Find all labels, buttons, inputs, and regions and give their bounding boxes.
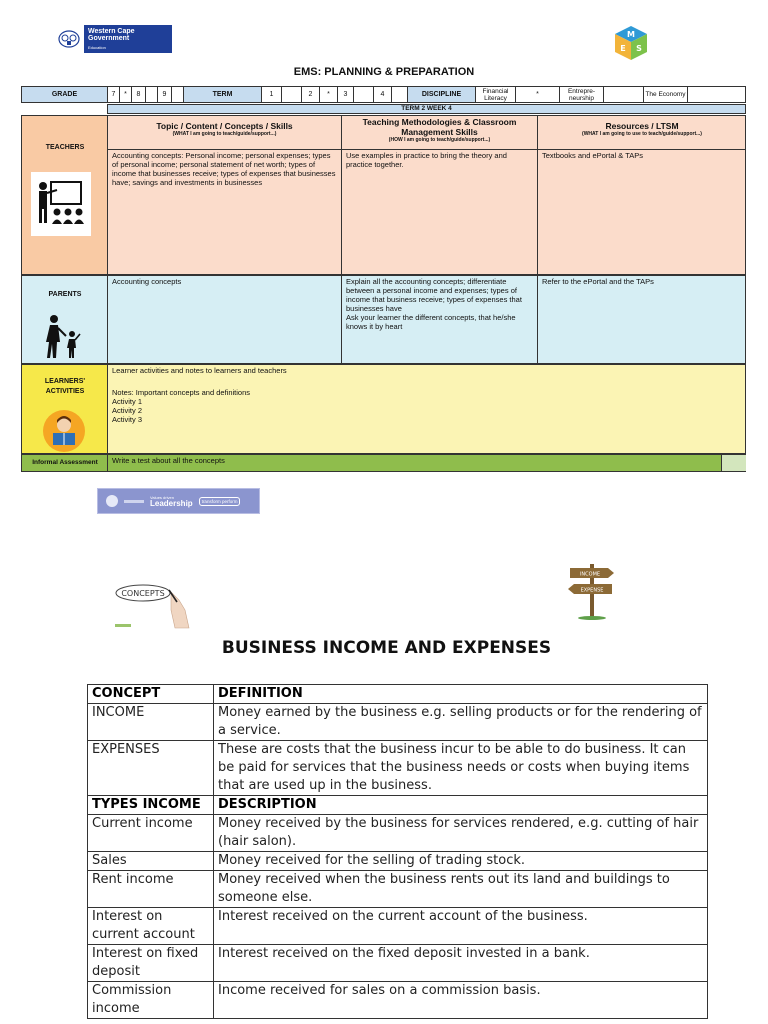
term-week-bar: TERM 2 WEEK 4 (107, 104, 746, 114)
term-1: 1 (262, 87, 282, 102)
term-2-mark: * (320, 87, 338, 102)
wcg-logo (54, 25, 172, 53)
table-cell-concept: Rent income (88, 871, 214, 908)
transform-perform-badge: transform perform (199, 497, 241, 506)
table-row (88, 815, 708, 852)
table-cell-concept: Interest on current account (88, 908, 214, 945)
table-cell-concept: Interest on fixed deposit (88, 945, 214, 982)
learners-label: LEARNERS' ACTIVITIES (44, 378, 86, 395)
parent-child-icon (40, 314, 86, 360)
grade-9: 9 (158, 87, 172, 102)
table-header-row (88, 796, 708, 815)
table-cell-definition: Money received for the selling of trading stock. (214, 852, 708, 871)
leadership-banner (97, 488, 260, 514)
table-cell-definition: Interest received on the fixed deposit invested in a bank. (214, 945, 708, 982)
table-row (88, 852, 708, 871)
income-expense-signpost-image (564, 560, 620, 620)
table-cell-concept: INCOME (88, 704, 214, 741)
reading-learner-icon (40, 409, 88, 453)
table-cell-definition: Income received for sales on a commission basis. (214, 982, 708, 1019)
concepts-definition-table (87, 684, 708, 1019)
term-2: 2 (302, 87, 320, 102)
table-header-concept: TYPES INCOME (88, 796, 214, 815)
table-cell-definition: These are costs that the business incur to be able to do business. It can be paid for services that the business needs or costs when buying items that are used up in the business. (214, 741, 708, 796)
learners-activity-3: Activity 3 (112, 415, 143, 424)
values-driven-leadership-text: Values driven Leadership (150, 494, 193, 508)
wcg-logo-text: Western Cape Government Education (88, 27, 135, 50)
discipline-financial-literacy-mark: * (516, 87, 560, 102)
table-cell-definition: Money earned by the business e.g. selling products or for the rendering of a service. (214, 704, 708, 741)
ems-cube-logo (612, 24, 650, 62)
teachers-topic-heading: Topic / Content / Concepts / Skills (WHAT I am going to teach/guide/support...) (108, 116, 342, 150)
table-header-definition: DESCRIPTION (214, 796, 708, 815)
discipline-financial-literacy: Financial Literacy (476, 87, 516, 102)
grade-term-discipline-row (21, 86, 746, 103)
signpost-income: INCOME (579, 571, 601, 578)
table-header-definition: DEFINITION (214, 685, 708, 704)
table-row (88, 704, 708, 741)
page-title: EMS: PLANNING & PREPARATION (293, 66, 475, 78)
grade-label: GRADE (22, 87, 108, 102)
ems-letter-m: M (627, 30, 635, 39)
teachers-methodology-heading: Teaching Methodologies & Classroom Management Skills (HOW I am going to teach/guide/support...) (342, 116, 538, 150)
teachers-label: TEACHERS (45, 144, 85, 151)
learners-activity-1: Activity 1 (112, 397, 143, 406)
teachers-resources-heading: Resources / LTSM (WHAT I am going to use to teach/guide/support...) (538, 116, 746, 150)
table-cell-definition: Money received when the business rents out its land and buildings to someone else. (214, 871, 708, 908)
discipline-entrepreneurship: Entrepre-neurship (560, 87, 604, 102)
teachers-resources-content: Textbooks and ePortal & TAPs (542, 151, 644, 160)
grade-7-mark: * (120, 87, 132, 102)
term-1-mark (282, 87, 302, 102)
table-row (88, 945, 708, 982)
grade-9-mark (172, 87, 184, 102)
parents-label: PARENTS (48, 291, 82, 298)
term-3-mark (354, 87, 374, 102)
parents-methodology-content: Explain all the accounting concepts; differentiate between a personal income and expenses; types of income that business receive; types of expenses that businesses have Ask your learner the different concepts, that he/she knows it by heart (342, 276, 538, 363)
parents-resources-content: Refer to the ePortal and the TAPs (542, 277, 654, 286)
table-cell-concept: Sales (88, 852, 214, 871)
informal-assessment-end-cell (722, 455, 746, 471)
table-cell-concept: Commission income (88, 982, 214, 1019)
business-income-expenses-title: BUSINESS INCOME AND EXPENSES (221, 638, 552, 658)
teachers-topic-content: Accounting concepts: Personal income; personal expenses; types of personal income; personal statement of net worth; types of income that businesses receive; types of expenses that businesses have; savings and investments in businesses (108, 150, 342, 274)
learners-activity-2: Activity 2 (112, 406, 143, 415)
signpost-expense: EXPENSE (580, 587, 604, 594)
ems-letter-s: S (636, 44, 642, 53)
table-row (88, 982, 708, 1019)
concepts-label: CONCEPTS (121, 589, 165, 598)
coat-of-arms-icon (54, 25, 84, 53)
table-header-row (88, 685, 708, 704)
table-cell-definition: Money received by the business for services rendered, e.g. cutting of hair (hair salon). (214, 815, 708, 852)
table-cell-concept: EXPENSES (88, 741, 214, 796)
table-cell-concept: Current income (88, 815, 214, 852)
teachers-methodology-content: Use examples in practice to bring the theory and practice together. (342, 150, 538, 274)
table-row (88, 871, 708, 908)
parents-section (21, 275, 746, 364)
table-cell-definition: Interest received on the current account of the business. (214, 908, 708, 945)
term-4-mark (392, 87, 408, 102)
term-label: TERM (184, 87, 262, 102)
concepts-hand-image (113, 580, 193, 630)
teachers-section (21, 115, 746, 275)
learners-line-notes: Notes: Important concepts and definitions (112, 388, 250, 397)
wcg-seal-icon (106, 495, 118, 507)
learners-activities-content (108, 365, 746, 453)
teacher-classroom-icon (31, 172, 91, 236)
table-row (88, 908, 708, 945)
term-4: 4 (374, 87, 392, 102)
discipline-entrepreneurship-mark (604, 87, 644, 102)
table-header-concept: CONCEPT (88, 685, 214, 704)
ems-letter-e: E (620, 44, 626, 53)
discipline-the-economy-mark (688, 87, 717, 102)
term-3: 3 (338, 87, 354, 102)
informal-assessment-row (21, 454, 746, 472)
learners-section (21, 364, 746, 454)
grade-7: 7 (108, 87, 120, 102)
discipline-label: DISCIPLINE (408, 87, 476, 102)
parents-topic-content: Accounting concepts (108, 276, 342, 363)
table-row (88, 741, 708, 796)
informal-assessment-label: Informal Assessment (32, 459, 98, 466)
informal-assessment-content: Write a test about all the concepts (108, 455, 722, 471)
learners-line-activities-notes: Learner activities and notes to learners and teachers (112, 366, 287, 375)
discipline-the-economy: The Economy (644, 87, 688, 102)
grade-8-mark (146, 87, 158, 102)
banner-divider (124, 500, 144, 503)
grade-8: 8 (132, 87, 146, 102)
